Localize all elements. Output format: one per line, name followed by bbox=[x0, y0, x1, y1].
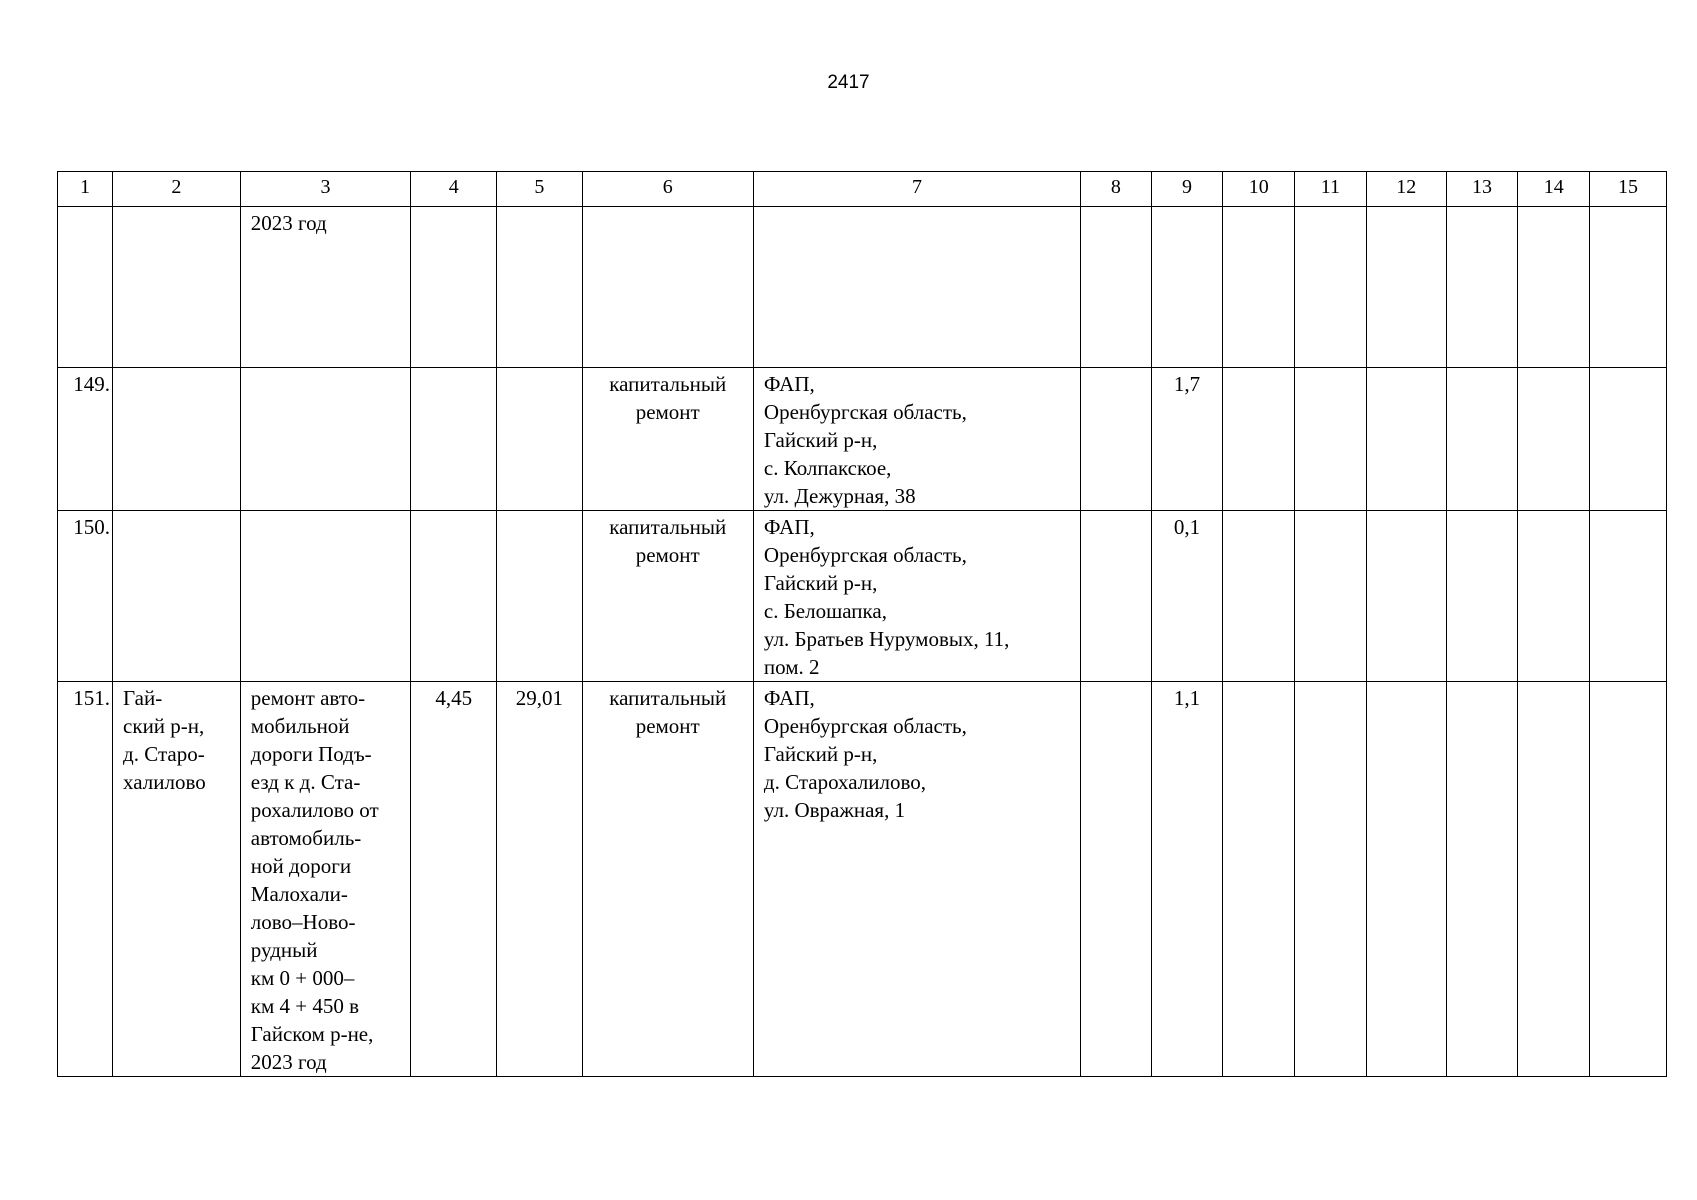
table-cell bbox=[1518, 682, 1590, 1077]
location-cell bbox=[113, 368, 240, 370]
table-cell bbox=[1151, 511, 1223, 682]
table-cell bbox=[1590, 511, 1667, 682]
row-number: 149. bbox=[73, 372, 111, 396]
value-cell-col13 bbox=[1447, 368, 1518, 370]
column-header: 8 bbox=[1081, 172, 1152, 207]
facility-address-cell: ФАП, Оренбургская область, Гайский р-н, с. Белошапка, ул. Братьев Нурумовых, 11, пом. 2 bbox=[763, 515, 1010, 679]
table-cell bbox=[1081, 368, 1152, 511]
object-description-cell: 2023 год bbox=[250, 211, 327, 235]
column-header: 13 bbox=[1446, 172, 1518, 207]
value-cell-col5 bbox=[497, 368, 581, 370]
location-cell: Гай- ский р-н, д. Старо- халилово bbox=[123, 686, 206, 794]
value-cell-col13 bbox=[1447, 207, 1518, 209]
table-cell bbox=[1295, 511, 1367, 682]
column-header: 11 bbox=[1295, 172, 1367, 207]
column-header: 6 bbox=[582, 172, 753, 207]
value-cell-col15 bbox=[1590, 207, 1666, 209]
table-cell bbox=[58, 207, 113, 368]
table-cell bbox=[1081, 511, 1152, 682]
table-cell bbox=[497, 511, 582, 682]
table-cell bbox=[113, 368, 241, 511]
value-cell-col13 bbox=[1447, 511, 1518, 513]
table-cell bbox=[497, 207, 582, 368]
value-cell-col11 bbox=[1295, 511, 1366, 513]
table-cell bbox=[1446, 682, 1518, 1077]
value-cell-col11 bbox=[1295, 207, 1366, 209]
table-cell bbox=[240, 511, 410, 682]
column-header: 10 bbox=[1223, 172, 1295, 207]
table-cell bbox=[1446, 511, 1518, 682]
column-header: 15 bbox=[1590, 172, 1667, 207]
table-cell bbox=[1518, 511, 1590, 682]
value-cell-col9: 1,7 bbox=[1173, 372, 1201, 396]
work-type-cell bbox=[583, 207, 753, 209]
value-cell-col10 bbox=[1223, 368, 1294, 370]
value-cell-col13 bbox=[1447, 682, 1518, 684]
row-number: 150. bbox=[73, 515, 111, 539]
table-cell bbox=[1223, 207, 1295, 368]
header-row bbox=[58, 172, 1667, 207]
value-cell-col4: 4,45 bbox=[435, 686, 473, 710]
table-cell bbox=[582, 207, 753, 368]
table-cell bbox=[240, 207, 410, 368]
value-cell-col14 bbox=[1518, 368, 1589, 370]
table-cell bbox=[58, 682, 113, 1077]
column-header: 5 bbox=[497, 172, 582, 207]
value-cell-col4 bbox=[411, 207, 496, 209]
table-cell bbox=[113, 511, 241, 682]
table-cell bbox=[411, 511, 497, 682]
value-cell-col12 bbox=[1367, 682, 1446, 684]
work-type-cell: капитальный ремонт bbox=[609, 372, 727, 424]
work-type-cell: капитальный ремонт bbox=[609, 686, 727, 738]
table-cell bbox=[1223, 682, 1295, 1077]
table-cell bbox=[497, 368, 582, 511]
column-header: 1 bbox=[58, 172, 113, 207]
table-cell bbox=[753, 368, 1080, 511]
value-cell-col11 bbox=[1295, 368, 1366, 370]
location-cell bbox=[113, 511, 240, 513]
column-header: 14 bbox=[1518, 172, 1590, 207]
column-header: 7 bbox=[753, 172, 1080, 207]
table-cell bbox=[1295, 368, 1367, 511]
table-cell bbox=[1295, 682, 1367, 1077]
object-description-cell: ремонт авто- мобильной дороги Подъ- езд к д. Ста- рохалилово от автомобиль- ной дороги Малохали- лово–Ново- рудный км 0 + 000– км 4 + 450 в Гайском р-не, 2023 год bbox=[250, 686, 379, 1074]
value-cell-col14 bbox=[1518, 682, 1589, 684]
value-cell-col15 bbox=[1590, 368, 1666, 370]
column-header: 3 bbox=[240, 172, 410, 207]
value-cell-col5 bbox=[497, 511, 581, 513]
facility-address-cell: ФАП, Оренбургская область, Гайский р-н, д. Старохалилово, ул. Овражная, 1 bbox=[763, 686, 967, 822]
value-cell-col12 bbox=[1367, 511, 1446, 513]
table-cell bbox=[1151, 207, 1223, 368]
table-cell bbox=[1366, 511, 1446, 682]
table-cell bbox=[411, 368, 497, 511]
column-header: 4 bbox=[411, 172, 497, 207]
table-cell bbox=[1590, 682, 1667, 1077]
table-cell bbox=[1590, 368, 1667, 511]
value-cell-col15 bbox=[1590, 511, 1666, 513]
table-cell bbox=[1518, 368, 1590, 511]
table-cell bbox=[582, 682, 753, 1077]
table-cell bbox=[58, 368, 113, 511]
value-cell-col14 bbox=[1518, 207, 1589, 209]
table-cell bbox=[1151, 368, 1223, 511]
object-description-cell bbox=[241, 511, 410, 513]
table-cell bbox=[113, 682, 241, 1077]
table-cell bbox=[411, 207, 497, 368]
value-cell-col9: 0,1 bbox=[1173, 515, 1201, 539]
value-cell-col14 bbox=[1518, 511, 1589, 513]
row-number: 151. bbox=[73, 686, 111, 710]
value-cell-col12 bbox=[1367, 207, 1446, 209]
object-description-cell bbox=[241, 368, 410, 370]
table-row bbox=[58, 511, 1667, 682]
value-cell-col8 bbox=[1081, 511, 1151, 513]
table-cell bbox=[1590, 207, 1667, 368]
value-cell-col8 bbox=[1081, 682, 1151, 684]
facility-address-cell: ФАП, Оренбургская область, Гайский р-н, с. Колпакское, ул. Дежурная, 38 bbox=[763, 372, 967, 508]
table-cell bbox=[497, 682, 582, 1077]
facility-address-cell bbox=[754, 207, 1080, 209]
value-cell-col5 bbox=[497, 207, 581, 209]
table-cell bbox=[113, 207, 241, 368]
value-cell-col4 bbox=[411, 511, 496, 513]
column-header: 12 bbox=[1366, 172, 1446, 207]
table-cell bbox=[753, 682, 1080, 1077]
table-cell bbox=[1081, 682, 1152, 1077]
value-cell-col4 bbox=[411, 368, 496, 370]
value-cell-col8 bbox=[1081, 368, 1151, 370]
row-number bbox=[58, 207, 112, 209]
table-cell bbox=[1223, 368, 1295, 511]
column-header: 9 bbox=[1151, 172, 1223, 207]
column-header: 2 bbox=[113, 172, 241, 207]
table-cell bbox=[1295, 207, 1367, 368]
table-cell bbox=[582, 511, 753, 682]
value-cell-col10 bbox=[1223, 511, 1294, 513]
location-cell bbox=[113, 207, 240, 209]
table-cell bbox=[1518, 207, 1590, 368]
value-cell-col11 bbox=[1295, 682, 1366, 684]
value-cell-col5: 29,01 bbox=[515, 686, 564, 710]
value-cell-col8 bbox=[1081, 207, 1151, 209]
data-table bbox=[57, 171, 1667, 1077]
value-cell-col9 bbox=[1152, 207, 1223, 209]
table-row bbox=[58, 207, 1667, 368]
table-cell bbox=[1446, 207, 1518, 368]
table-row bbox=[58, 368, 1667, 511]
table-cell bbox=[240, 368, 410, 511]
table-cell bbox=[1151, 682, 1223, 1077]
page-number: 2417 bbox=[827, 72, 870, 93]
table-cell bbox=[1223, 511, 1295, 682]
work-type-cell: капитальный ремонт bbox=[609, 515, 727, 567]
table-cell bbox=[753, 207, 1080, 368]
table-cell bbox=[58, 511, 113, 682]
table-row bbox=[58, 682, 1667, 1077]
value-cell-col10 bbox=[1223, 682, 1294, 684]
value-cell-col12 bbox=[1367, 368, 1446, 370]
value-cell-col15 bbox=[1590, 682, 1666, 684]
value-cell-col10 bbox=[1223, 207, 1294, 209]
table-cell bbox=[1366, 368, 1446, 511]
table-cell bbox=[1366, 207, 1446, 368]
table-cell bbox=[582, 368, 753, 511]
table-cell bbox=[411, 682, 497, 1077]
value-cell-col9: 1,1 bbox=[1173, 686, 1201, 710]
table-cell bbox=[1366, 682, 1446, 1077]
table-cell bbox=[1446, 368, 1518, 511]
table-cell bbox=[1081, 207, 1152, 368]
table-cell bbox=[753, 511, 1080, 682]
table-cell bbox=[240, 682, 410, 1077]
